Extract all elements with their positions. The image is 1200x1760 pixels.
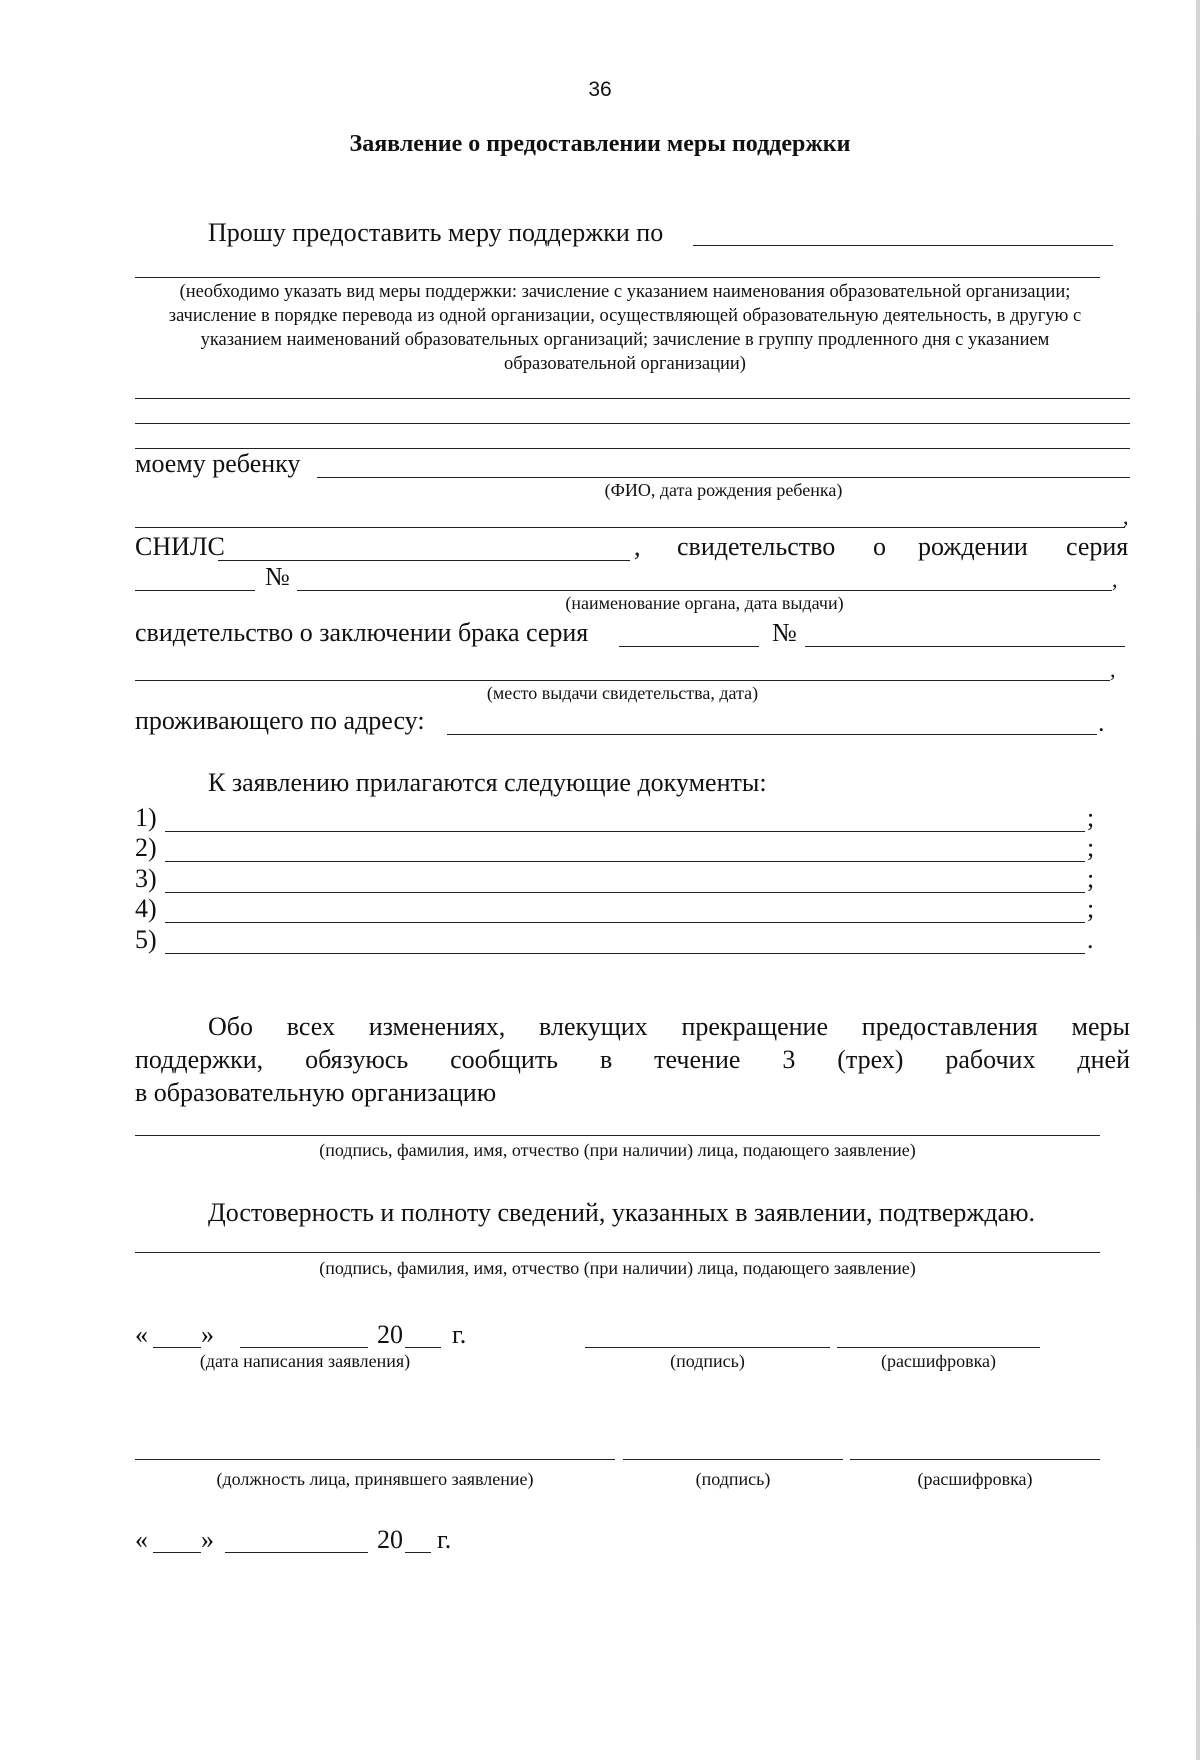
accept-date-year-prefix: 20 (377, 1525, 403, 1554)
obligation-line-1: Обо всех изменениях, влекущих прекращение предоставления меры (208, 1012, 1130, 1041)
page-title: Заявление о предоставлении меры поддержки (349, 131, 851, 157)
doc-number-1: 1) (135, 803, 157, 832)
applicant-signature-caption: (подпись) (670, 1351, 745, 1371)
confirm-text: Достоверность и полноту сведений, указанных в заявлении, подтверждаю. (208, 1198, 1036, 1227)
applicant-decode-caption: (расшифровка) (880, 1351, 997, 1371)
support-type-note: (необходимо указать вид меры поддержки: зачисление с указанием наименования образовательной организации; зачисление в порядке перевода из одной организации, осуществляющей образовательную деятельность, в другую с указанием наименований образовательных организаций; зачисление в группу продленного дня с указанием образовательной организации) (168, 282, 1082, 374)
support-type-field[interactable] (693, 245, 1113, 246)
request-text: Прошу предоставить меру поддержки по (208, 218, 664, 247)
support-type-field-2[interactable] (135, 277, 1100, 278)
doc-end-2: ; (1087, 833, 1095, 862)
page-number: 36 (588, 78, 612, 101)
birth-cert-comma: , (1112, 567, 1118, 592)
snils-field[interactable] (218, 560, 630, 561)
snils-comma: , (634, 532, 641, 561)
doc-number-2: 2) (135, 833, 157, 862)
accept-date-open-quote: « (135, 1525, 148, 1554)
birth-cert-word-3: рождении (918, 532, 1028, 561)
doc-field-3[interactable] (165, 892, 1085, 893)
acceptor-decode-caption: (расшифровка) (917, 1469, 1033, 1489)
documents-heading: К заявлению прилагаются следующие документы: (208, 768, 767, 797)
obligation-caption: (подпись, фамилия, имя, отчество (при наличии) лица, подающего заявление) (319, 1140, 916, 1160)
applicant-signature-field[interactable] (585, 1347, 830, 1348)
date-year-suffix: г. (452, 1320, 467, 1349)
confirm-caption: (подпись, фамилия, имя, отчество (при наличии) лица, подающего заявление) (319, 1258, 916, 1278)
date-year-field[interactable] (405, 1347, 441, 1348)
marriage-number-field[interactable] (805, 646, 1125, 647)
acceptor-signature-caption: (подпись) (695, 1469, 771, 1489)
marriage-place-field[interactable] (135, 680, 1110, 681)
marriage-caption: (место выдачи свидетельства, дата) (486, 683, 759, 703)
doc-number-5: 5) (135, 925, 157, 954)
doc-field-5[interactable] (165, 953, 1085, 954)
child-line-comma: , (1123, 504, 1129, 529)
birth-cert-caption: (наименование органа, дата выдачи) (565, 593, 844, 613)
doc-end-5: . (1087, 925, 1094, 954)
marriage-number-sign: № (772, 618, 797, 647)
acceptor-decode-field[interactable] (850, 1459, 1100, 1460)
accept-date-year-suffix: г. (437, 1525, 452, 1554)
accept-date-close-quote: » (201, 1525, 214, 1554)
obligation-line-2: поддержки, обязуюсь сообщить в течение 3 (трех) рабочих дней (135, 1045, 1130, 1074)
birth-cert-series-field[interactable] (135, 590, 255, 591)
scan-edge (1196, 0, 1200, 1760)
confirm-signature-field[interactable] (135, 1252, 1100, 1253)
support-type-line-3[interactable] (135, 398, 1130, 399)
doc-number-4: 4) (135, 894, 157, 923)
child-name-field[interactable] (317, 477, 1130, 478)
support-type-line-4[interactable] (135, 423, 1130, 424)
address-label: проживающего по адресу: (135, 706, 425, 735)
doc-number-3: 3) (135, 864, 157, 893)
date-open-quote: « (135, 1320, 148, 1349)
acceptor-position-caption: (должность лица, принявшего заявление) (216, 1469, 534, 1489)
address-end: . (1098, 708, 1105, 737)
date-close-quote: » (201, 1320, 214, 1349)
obligation-line-3: в образовательную организацию (135, 1078, 497, 1107)
date-month-field[interactable] (240, 1347, 368, 1348)
date-day-field[interactable] (153, 1347, 201, 1348)
marriage-label: свидетельство о заключении брака серия (135, 618, 589, 647)
applicant-decode-field[interactable] (837, 1347, 1040, 1348)
birth-cert-word-1: свидетельство (677, 532, 836, 561)
address-field[interactable] (447, 734, 1097, 735)
marriage-series-field[interactable] (619, 646, 759, 647)
acceptor-position-field[interactable] (135, 1459, 615, 1460)
doc-field-4[interactable] (165, 922, 1085, 923)
date-year-prefix: 20 (377, 1320, 403, 1349)
birth-cert-word-4: серия (1066, 532, 1129, 561)
child-label: моему ребенку (135, 449, 301, 478)
birth-cert-number-sign: № (265, 562, 290, 591)
birth-cert-word-2: о (873, 532, 886, 561)
accept-date-day-field[interactable] (153, 1552, 201, 1553)
child-caption: (ФИО, дата рождения ребенка) (604, 480, 843, 500)
accept-date-year-field[interactable] (405, 1552, 431, 1553)
doc-end-4: ; (1087, 894, 1095, 923)
doc-field-1[interactable] (165, 831, 1085, 832)
obligation-signature-field[interactable] (135, 1135, 1100, 1136)
child-extra-line[interactable] (135, 527, 1125, 528)
doc-field-2[interactable] (165, 861, 1085, 862)
doc-end-1: ; (1087, 803, 1095, 832)
snils-label: СНИЛС (135, 532, 225, 561)
accept-date-month-field[interactable] (225, 1552, 368, 1553)
acceptor-signature-field[interactable] (623, 1459, 843, 1460)
birth-cert-number-field[interactable] (297, 590, 1112, 591)
doc-end-3: ; (1087, 864, 1095, 893)
marriage-comma: , (1110, 657, 1116, 682)
date-caption: (дата написания заявления) (199, 1351, 411, 1371)
